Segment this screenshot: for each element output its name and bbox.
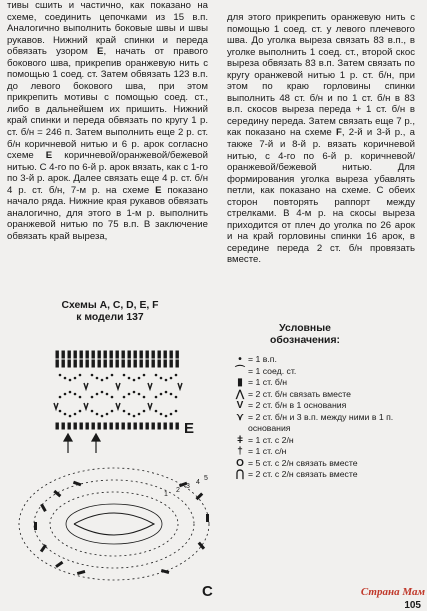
schemes-title-line2: к модели 137 — [76, 312, 144, 323]
legend-item — [232, 389, 422, 401]
bottom-stitch-row — [56, 423, 178, 429]
schemes-title — [50, 300, 170, 324]
page-number: 105 — [404, 600, 421, 611]
left-text-column — [7, 0, 208, 242]
legend-title-line1: Условные — [279, 323, 331, 334]
sc2tog-icon: ⋀ — [235, 388, 245, 400]
legend-item — [232, 366, 422, 378]
legend-title — [250, 323, 360, 347]
svg-text:4: 4 — [196, 479, 200, 486]
left-paragraph — [7, 0, 208, 242]
v-stitch-marks — [54, 383, 182, 409]
legend-item — [232, 354, 422, 366]
bold-e-3: E — [155, 184, 162, 196]
top-stitch-row — [56, 351, 178, 367]
svg-text:1: 1 — [164, 491, 168, 498]
legend-text: = 2 ст. б/н и 3 в.п. между ними в 1 п. основания — [248, 411, 394, 434]
legend-text: = 2 ст. б/н связать вместе — [248, 388, 352, 399]
legend-text: = 1 ст. с/н — [248, 446, 287, 457]
cluster-5-icon: O — [236, 457, 244, 469]
cluster-2-icon: ⋂ — [235, 469, 245, 481]
chain-stitch-icon: • — [238, 354, 242, 365]
legend-item — [232, 458, 422, 470]
legend-item — [232, 435, 422, 447]
svg-text:2: 2 — [176, 487, 180, 494]
scheme-e-diagram — [52, 345, 202, 457]
schemes-title-line1: Схемы A, C, D, E, F — [61, 300, 159, 311]
oval-stitch-marks — [34, 481, 209, 575]
legend-text: = 1 ст. с 2/н — [248, 434, 294, 445]
right-text-column — [227, 12, 415, 266]
left-text-4: показано начало ряда. Нижние края рукавов обвязать аналогично, для этого в 1-м р. выполнить оранжевой нитью по 75 в.п. В заключение обвязать край выреза, — [7, 184, 209, 242]
svg-text:5: 5 — [204, 475, 208, 482]
bold-f: F — [335, 127, 342, 139]
legend-item — [232, 469, 422, 481]
left-text-3: коричневой/оранжевой/бежевой нитью. С 4-го по 6-й р. арок вязать, как с 1-го по 3-й р. арок. Далее связать еще 4 р. ст. б/н 4 р. ст. б/н, 7-м р. на схеме — [7, 150, 208, 196]
left-text-1: тивы сшить и частично, как показано на схеме, соединить цепочками из 15 в.п. Аналогично выполнить боковые швы и швы рукавов. Нижний край спинки и переда обвязать узором — [7, 0, 208, 58]
slip-stitch-icon: ⌒ — [235, 365, 245, 377]
legend-text: = 2 ст. с 2/н связать вместе — [248, 469, 358, 480]
scheme-c-diagram — [14, 462, 229, 602]
legend-text: = 1 соед. ст. — [248, 365, 297, 376]
legend-item — [232, 377, 422, 389]
legend-text: = 5 ст. с 2/н связать вместе — [248, 457, 358, 468]
legend-title-line2: обозначения: — [270, 335, 340, 346]
legend-list — [232, 354, 422, 481]
arrow-up-icon — [64, 434, 100, 453]
right-text-2: , 2-й и 3-й р., а также 7-й и 8-й р. вязать коричневой нитью, с 4-го по 6-й р. коричневой/оранжевой/бежевой нитью. Для формирования уголка выреза убавлять петли, как показано на схеме. С обеих сторон повторять раппорт между стрелками. В 4-м р. на скосы выреза приходится от плеч до уголка по 26 арок и на край горловины спинки 16 арок, в середине переда 2 ст. б/н провязать вместе. — [227, 127, 415, 266]
bold-e-2: E — [45, 150, 53, 162]
scheme-c-label: C — [202, 583, 213, 600]
sc-increase-icon: V — [236, 400, 244, 412]
legend-text: = 1 ст. б/н — [248, 377, 288, 388]
legend-item — [232, 400, 422, 412]
left-text-2: , начать от правого бокового шва, прикрепив оранжевую нить с помощью 1 соед. ст. Затем обвязать 123 в.п. до левого бокового шва, при этом прикрепить мотивы с помощью соед. ст., либо в дальнейшем их пришить. Нижний край спинки и переда обвязать по кругу 1 р. ст. б/н = 246 п. Затем выполнить еще 2 р. ст. б/н коричневой нитью и 6 р. арок согласно схеме — [7, 46, 209, 162]
bold-e-1: E — [97, 46, 104, 58]
watermark-logo: Страна Мам — [360, 586, 425, 598]
right-text-1: для этого прикрепить оранжевую нить с помощью 1 соед. ст. у левого плечевого шва. До уголка выреза связать 83 в.п., в уголке выполнить 1 соед. ст., второй скос выреза обвязать 83 в.п. Затем связать по кругу оранжевой нитью 1 р. ст. б/н, при этом по краю горловины спинки выполнить 48 ст. б/н и по 1 ст. б/н в 83 в.п. скосов выреза переда + 1 ст. б/н в середину переда. Затем связать еще 7 р., как показано на схеме — [227, 12, 415, 139]
sc-chain-sc-icon: ⋎ — [236, 411, 244, 423]
legend-text: = 1 в.п. — [248, 354, 277, 364]
double-crochet-icon: † — [237, 446, 243, 458]
single-crochet-icon: ▮ — [237, 377, 243, 389]
legend-item — [232, 412, 422, 435]
treble-crochet-icon: ǂ — [237, 434, 243, 446]
legend-item — [232, 446, 422, 458]
legend-text: = 2 ст. б/н в 1 основания — [248, 400, 347, 411]
right-paragraph — [227, 12, 415, 266]
scheme-e-label: E — [184, 420, 195, 437]
svg-text:3: 3 — [186, 483, 190, 490]
